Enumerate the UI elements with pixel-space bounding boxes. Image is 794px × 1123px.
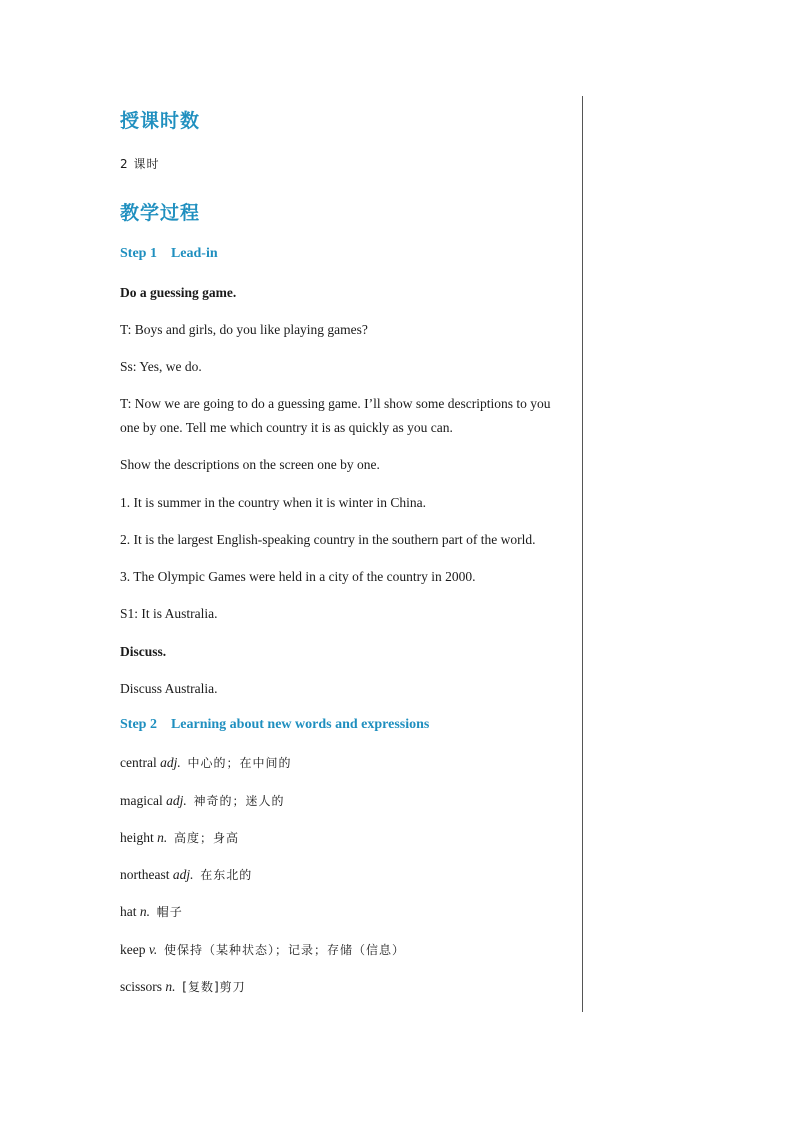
vocab-pos: n. [165, 979, 176, 994]
vocab-meaning: 高度；身高 [174, 831, 240, 845]
answer-text: S1: It is Australia. [120, 606, 218, 621]
description-item [120, 565, 476, 589]
vocab-meaning: 中心的；在中间的 [187, 756, 292, 770]
vocab-word: hat [120, 904, 137, 919]
description-text: 3. The Olympic Games were held in a city of the country in 2000. [120, 569, 476, 584]
vocab-meaning: 使保持（某种状态）；记录；存储（信息） [163, 943, 405, 957]
vocab-meaning: 在东北的 [200, 868, 253, 882]
instruction [120, 453, 380, 477]
instruction-text: Show the descriptions on the screen one by one. [120, 457, 380, 472]
vocab-word: magical [120, 793, 163, 808]
vocab-pos: n. [157, 830, 168, 845]
step2-heading [120, 717, 429, 733]
vocab-item [120, 863, 252, 887]
dialog-line [120, 355, 202, 379]
section-title-process-text: 教学过程 [120, 202, 201, 224]
dialog-line [120, 318, 368, 342]
hours-value-text: 2 课时 [120, 157, 160, 171]
vocab-item [120, 751, 292, 775]
description-text: 1. It is summer in the country when it is winter in China. [120, 495, 426, 510]
vocab-word: northeast [120, 867, 170, 882]
dialog-line-text: Ss: Yes, we do. [120, 359, 202, 374]
vocab-item [120, 789, 285, 813]
answer [120, 602, 218, 626]
teacher-intro [120, 392, 551, 440]
description-item [120, 491, 426, 515]
step2-label: Step 2 [120, 717, 157, 732]
description-text: 2. It is the largest English-speaking country in the southern part of the world. [120, 532, 536, 547]
vocab-word: keep [120, 942, 146, 957]
discuss-heading [120, 640, 166, 664]
step1-label: Step 1 [120, 246, 157, 261]
hours-value [120, 152, 159, 176]
vocab-meaning: 神奇的；迷人的 [193, 794, 285, 808]
discuss-text [120, 677, 218, 701]
discuss-body: Discuss Australia. [120, 681, 218, 696]
step1-title: Lead-in [170, 246, 218, 261]
description-item [120, 528, 536, 552]
vocab-word: scissors [120, 979, 163, 994]
vocab-item [120, 938, 405, 962]
page-margin-rule [582, 96, 583, 1012]
vocab-pos: adj. [172, 867, 194, 882]
teacher-intro-line: T: Now we are going to do a guessing game. I’ll show some descriptions to you [120, 396, 551, 411]
teacher-intro-line: one by one. Tell me which country it is as quickly as you can. [120, 420, 453, 435]
step1-heading [120, 246, 218, 262]
step2-title: Learning about new words and expressions [170, 717, 430, 732]
vocab-item [120, 900, 183, 924]
vocab-pos: n. [139, 904, 150, 919]
vocab-item [120, 975, 246, 999]
vocab-pos: adj. [160, 755, 181, 770]
discuss-heading-text: Discuss. [120, 644, 167, 659]
vocab-meaning: 帽子 [156, 905, 183, 919]
vocab-pos: v. [148, 942, 158, 957]
vocab-pos: adj. [166, 793, 187, 808]
vocab-word: central [120, 755, 157, 770]
vocab-item [120, 826, 239, 850]
game-heading [120, 281, 236, 305]
section-title-hours-text: 授课时数 [120, 110, 201, 132]
section-title-hours [120, 106, 200, 133]
game-heading-text: Do a guessing game. [120, 285, 237, 300]
vocab-meaning: [复数]剪刀 [182, 980, 246, 994]
vocab-word: height [120, 830, 154, 845]
section-title-process [120, 198, 200, 225]
dialog-line-text: T: Boys and girls, do you like playing games? [120, 322, 368, 337]
